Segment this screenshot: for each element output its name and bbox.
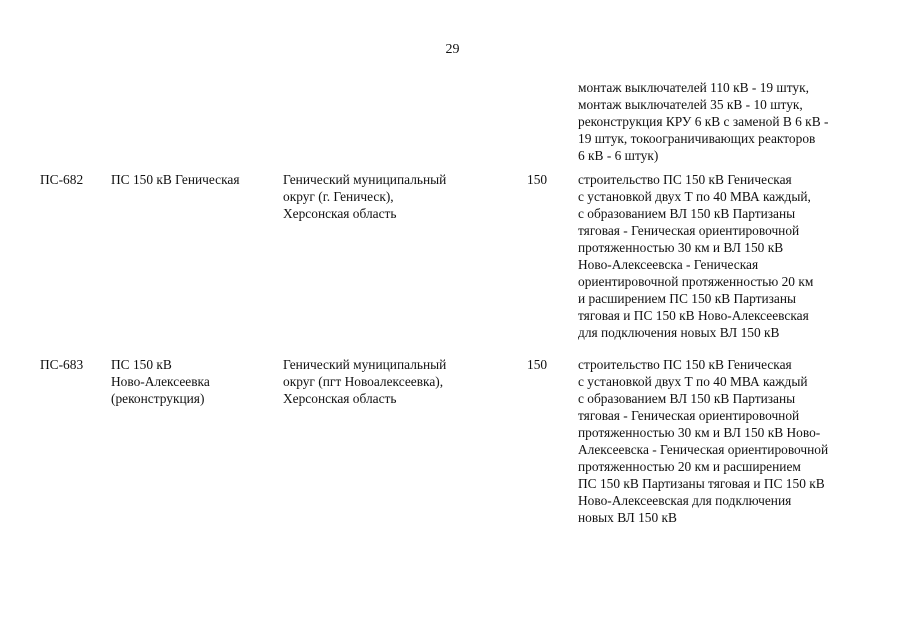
description-line: реконструкция КРУ 6 кВ с заменой В 6 кВ -	[578, 114, 829, 129]
voltage-class: 150	[527, 357, 548, 372]
description-line: тяговая и ПС 150 кВ Ново-Алексеевская	[578, 308, 809, 323]
substation-code: ПС-682	[40, 172, 84, 187]
description-line: ориентировочной протяженностью 20 км	[578, 274, 814, 289]
description-line: монтаж выключателей 35 кВ - 10 штук,	[578, 97, 803, 112]
description-line: Ново-Алексеевска - Геническая	[578, 257, 759, 272]
description-line: 6 кВ - 6 штук)	[578, 148, 659, 163]
name-line: Ново-Алексеевка	[111, 374, 210, 389]
description-line: и расширением ПС 150 кВ Партизаны	[578, 291, 797, 306]
continued-description	[578, 79, 878, 164]
description-line: 19 штук, токоограничивающих реакторов	[578, 131, 816, 146]
description-line: для подключения новых ВЛ 150 кВ	[578, 325, 780, 340]
substation-description	[578, 171, 878, 341]
description-line: протяженностью 20 км и расширением	[578, 459, 801, 474]
description-line: Ново-Алексеевская для подключения	[578, 493, 792, 508]
location-line: Генический муниципальный	[283, 172, 447, 187]
description-line: протяженностью 30 км и ВЛ 150 кВ	[578, 240, 784, 255]
location-line: округ (пгт Новоалексеевка),	[283, 374, 444, 389]
description-line: протяженностью 30 км и ВЛ 150 кВ Ново-	[578, 425, 821, 440]
substation-code: ПС-683	[40, 357, 84, 372]
description-line: новых ВЛ 150 кВ	[578, 510, 677, 525]
description-line: тяговая - Геническая ориентировочной	[578, 223, 800, 238]
description-line: строительство ПС 150 кВ Геническая	[578, 357, 792, 372]
description-line: с установкой двух Т по 40 МВА каждый,	[578, 189, 811, 204]
description-line: с установкой двух Т по 40 МВА каждый	[578, 374, 808, 389]
description-line: с образованием ВЛ 150 кВ Партизаны	[578, 206, 796, 221]
substation-name	[111, 171, 276, 188]
description-line: строительство ПС 150 кВ Геническая	[578, 172, 792, 187]
page-number: 29	[445, 42, 460, 57]
name-line: ПС 150 кВ	[111, 357, 172, 372]
name-line: (реконструкция)	[111, 391, 205, 406]
location-line: Херсонская область	[283, 391, 397, 406]
substation-location	[283, 171, 483, 222]
location-line: Генический муниципальный	[283, 357, 447, 372]
substation-location	[283, 356, 483, 407]
description-line: Алексеевска - Геническая ориентировочной	[578, 442, 829, 457]
description-line: с образованием ВЛ 150 кВ Партизаны	[578, 391, 796, 406]
location-line: Херсонская область	[283, 206, 397, 221]
voltage-class: 150	[527, 172, 548, 187]
location-line: округ (г. Геническ),	[283, 189, 394, 204]
substation-description	[578, 356, 878, 526]
substation-name	[111, 356, 276, 407]
name-line: ПС 150 кВ Геническая	[111, 172, 240, 187]
description-line: ПС 150 кВ Партизаны тяговая и ПС 150 кВ	[578, 476, 825, 491]
description-line: монтаж выключателей 110 кВ - 19 штук,	[578, 80, 809, 95]
description-line: тяговая - Геническая ориентировочной	[578, 408, 800, 423]
